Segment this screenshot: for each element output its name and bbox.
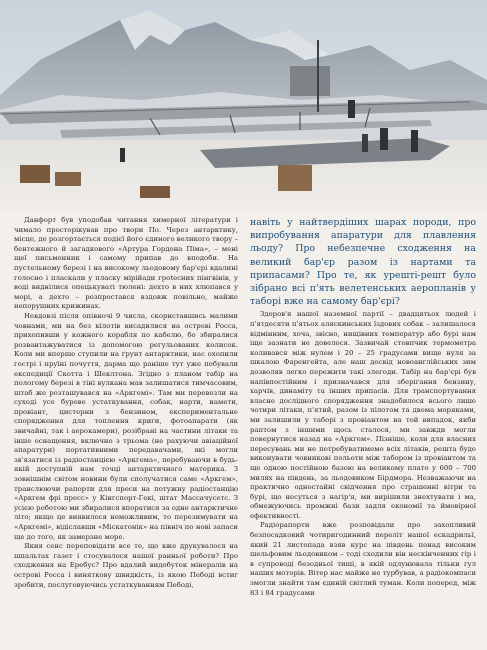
paragraph-left-3: Якия сенс переповідати все те, що вже друкувалося на шпальтах газет і стосувалося нашої ранньої роботи? Про сходження на Еребус? Про вдалий видобуток мінералів на острові Росса і виняткову швидкість, із якою Пебоді встиг зробити, послуговуючись устаткуванням Пебоді, [14, 542, 238, 589]
text-column-left [14, 216, 238, 590]
illustration-graphic [0, 0, 487, 212]
antarctic-seaplane-illustration [0, 0, 487, 212]
lead-paragraph: навіть у найтвердіших шарах породи, про випробування апаратури для плавлення льоду? Про небезпечне сходження на великий бар'єр разом із нартами та припасами? Про те, як урешті-решт було зібрано всі п'ять велетенських аеропланів у таборі вже на самому бар'єрі? [250, 217, 476, 308]
paragraph-left-1: Данфорт був уподобав читання химерної літератури і чимало просторікував про твори По. Через антарктику, місце, де розгортається подієї його єдиного великого твору – бентежного й загадкового «Артура Гордона Піма», – мені щеї письменник і самому припав до вподоби. На пустельному березі і на високому льодовому бар'єрі вдалині голосно і пласкали у пласку мірійади грotесних пінгвінів, у воді виднілися опецькуваті тюлені: дехто в них хлюпався у морі, а дехто – розпростався вздовж повільно, майже непорушних крижинах. [14, 216, 238, 311]
paragraph-right-1: Здоров'я нашої наземної партії – двадцятьох людей і п'ятдесяти п'ятьох аляскинських їздових собак – залишалося відмінним, хоча, звісно, нищівних температур або бурі нам іще зазнати не довелося. Зазвичай стовпчик термометра коливався між нулем і 20 – 25 градусами вище нуля за шкалою Фаренгейта, але наш досвід новоанглійських зим дозволяв легко пережити такі злегоди. Табір на бар'єрі був напівпостійним і призначався для зберігання бензину, харчів, динаміту та інших припасів. Для транспортування власне дослідного спорядження знадобилося всього лише чотири літаки, п'ятий, разом із пілотом та двома моряками, ми залишили у таборі з провіантом на той випадок, якби раптом з іншими щось сталося, ми завжди могли повернутися назад на «Аркгем». Пізніше, коли для власних пересувань ми не потребуватимемо всіх літаків, решта буде виконувати човникові польоти між табором із провіантом та ще одною постійною базою на великому плато у 600 – 700 милях на південь, за льодовиком Бірдмора. Незважаючи на практично одностайні свідчення про страшенні вітри та бурі, що несуться з нагір'я, ми вирішили знехтувати і ма, обмежуючись промжні бази задля економії та ймовірної ефективності. [250, 310, 476, 520]
paragraph-right-2: Радіорапорти вже розповідали про захопливий безпосадковий чотиригодинний переліт нашої ескадрильї, який 21 листопада взяв курс на південь понад високим шельфовим льодовиком – тоді сходили він нескінченних гір і в супроводі безодньої тиші, в якій одлунювала тільки гул наших моторів. Вітер нас майже не турбував, а радіокомпаси змогли знайти там єдиній світлий туман. Коли поперед, між 83 і 84 градусами [250, 521, 476, 597]
text-column-right [250, 216, 476, 598]
paragraph-left-2: Невдовзі після опівночі 9 числа, скориставшись малими човнами, ми на без кілотів висадилися на острові Росса, прихопивши у кожного корабля по кабелю, бо збиралися розвантажуватися із допомогою регульованих колисок. Коли ми вперше ступили на ґрунт антарктики, нас охопили гострі і пруїні почуття, дарма що раніше тут уже побували експедиції Скотта і Шеклтона. Згідно з планом табір на пологому березі в тіні вулкана мав залишатися тимчасовим, штаб же розташувався на «Аркгемі». Там ми перевезли на суході усе бурове устаткування, собак, нарти, намети, провіант, цистерни з бензином, експериментальне спорядження для топлення криги, фотоапарати (як звичайні, так і аерокамери), розібрані на частини літаки та інше оснащення, включно з трьома (не рахуючи авіаційної апаратури) портативними передавачами, які могли зв'язатися із радіостанцією «Аркгема», перебуваючи в будь-якій доступній нам точці антарктичного материка. З зовнішнім світом новини були сполучатися саме «Аркгем», транслюючи рапорти для преси на потужну радіостанцію «Аркгем фрі пресс» у Кінгспорт-Гекі, штат Массачусетс. З усією роботою ми збиралися впоратися за одне антарктичне літо; якщо це виявилося неможливим, то перезимувати на «Аркгемі», відіславши «Міскатонік» на північ по нові запаси ще до того, як замерзне море. [14, 311, 238, 541]
